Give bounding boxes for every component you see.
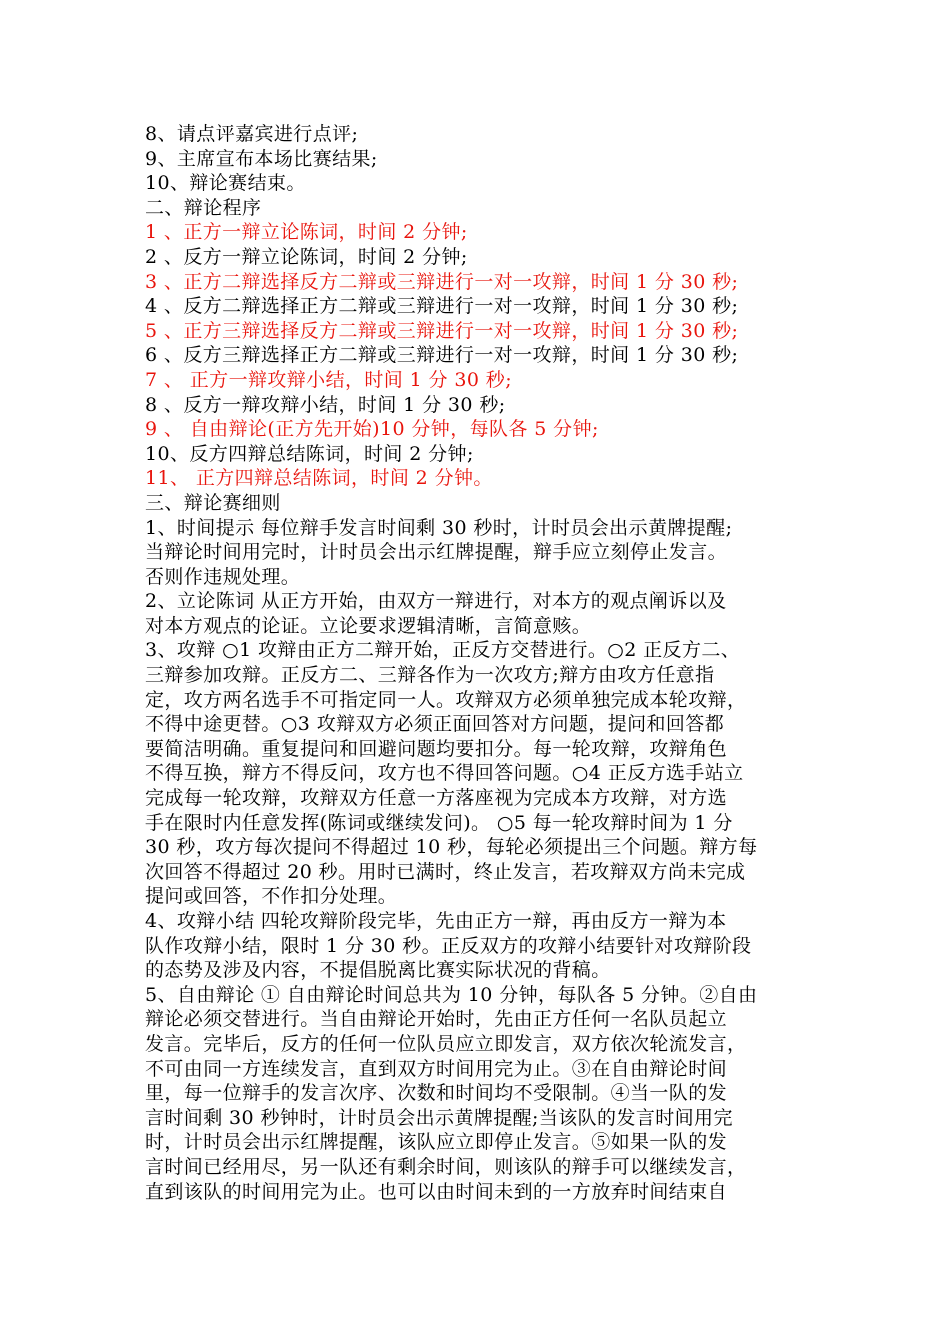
rule-paragraph [145,638,815,909]
rule-line: 时，计时员会出示红牌提醒，该队应立即停止发言。⑤如果一队的发 [145,1131,728,1154]
rule-line: 30 秒，攻方每次提问不得超过 10 秒，每轮必须提出三个问题。辩方每 [145,836,758,859]
rule-line: 当辩论时间用完时，计时员会出示红牌提醒，辩手应立刻停止发言。 [145,541,728,564]
procedure-step: 8 、反方一辩攻辩小结，时间 1 分 30 秒; [145,393,506,416]
procedure-step: 1 、正方一辩立论陈词，时间 2 分钟; [145,221,468,244]
rule-line: 否则作违规处理。 [145,565,301,588]
rule-line: 里，每一位辩手的发言次序、次数和时间均不受限制。④当一队的发 [145,1082,728,1105]
rule-paragraph [145,983,815,1204]
rule-line: 不得互换，辩方不得反问，攻方也不得回答问题。○4 正反方选手站立 [145,762,744,785]
procedure-step: 2 、反方一辩立论陈词，时间 2 分钟; [145,245,468,268]
rule-line: 4、攻辩小结 四轮攻辩阶段完毕，先由正方一辩，再由反方一辩为本 [145,910,727,932]
rule-line: 5、自由辩论 ① 自由辩论时间总共为 10 分钟，每队各 5 分钟。②自由 [145,983,758,1006]
document-body [145,122,815,1204]
rule-line: 言时间已经用尽，另一队还有剩余时间，则该队的辩手可以继续发言， [145,1155,747,1178]
rule-line: 次回答不得超过 20 秒。用时已满时，终止发言，若攻辩双方尚未完成 [145,860,746,883]
rule-line: 要简洁明确。重复提问和回避问题均要扣分。每一轮攻辩，攻辩角色 [145,737,728,760]
rule-line: 队作攻辩小结，限时 1 分 30 秒。正反双方的攻辩小结要针对攻辩阶段 [145,934,752,957]
section-heading-procedure: 二、辩论程序 [145,196,262,219]
agenda-item-10: 10、辩论赛结束。 [145,172,306,195]
rule-paragraph [145,516,815,590]
rule-line: 言时间剩 30 秒钟时，计时员会出示黄牌提醒;当该队的发言时间用完 [145,1106,733,1129]
procedure-step: 6 、反方三辩选择正方二辩或三辩进行一对一攻辩，时间 1 分 30 秒; [145,344,739,367]
procedure-step: 11、 正方四辩总结陈词，时间 2 分钟。 [145,467,493,490]
rule-paragraph [145,909,815,983]
rules-list [145,516,815,1205]
rule-line: 1、时间提示 每位辩手发言时间剩 30 秒时，计时员会出示黄牌提醒; [145,516,733,539]
procedure-step: 3 、正方二辩选择反方二辩或三辩进行一对一攻辩，时间 1 分 30 秒; [145,270,739,293]
procedure-step: 5 、正方三辩选择反方二辩或三辩进行一对一攻辩，时间 1 分 30 秒; [145,319,739,342]
rule-line: 3、攻辩 ○1 攻辩由正方二辩开始，正反方交替进行。○2 正反方二、 [145,639,741,662]
rule-line: 2、立论陈词 从正方开始，由双方一辩进行，对本方的观点阐诉以及 [145,590,727,613]
rule-line: 三辩参加攻辩。正反方二、三辩各作为一次攻方;辩方由攻方任意指 [145,664,715,687]
rule-line: 对本方观点的论证。立论要求逻辑清晰，言简意赅。 [145,614,592,637]
agenda-item-8: 8、请点评嘉宾进行点评; [145,123,359,145]
rule-line: 手在限时内任意发挥(陈词或继续发问)。 ○5 每一轮攻辩时间为 1 分 [145,811,733,834]
procedure-step: 7 、 正方一辩攻辩小结，时间 1 分 30 秒; [145,368,512,391]
rule-line: 不可由同一方连续发言，直到双方时间用完为止。③在自由辩论时间 [145,1057,728,1080]
rule-line: 的态势及涉及内容，不提倡脱离比赛实际状况的背稿。 [145,959,611,982]
section-heading-rules: 三、辩论赛细则 [145,491,281,514]
rule-line: 辩论必须交替进行。当自由辩论开始时，先由正方任何一名队员起立 [145,1008,728,1031]
agenda-list [145,122,815,196]
rule-line: 定，攻方两名选手不可指定同一人。攻辩双方必须单独完成本轮攻辩， [145,688,747,711]
procedure-step: 4 、反方二辩选择正方二辩或三辩进行一对一攻辩，时间 1 分 30 秒; [145,295,739,318]
procedure-list [145,220,815,491]
rule-line: 直到该队的时间用完为止。也可以由时间未到的一方放弃时间结束自 [145,1180,728,1203]
procedure-step: 9 、 自由辩论(正方先开始)10 分钟，每队各 5 分钟; [145,418,599,441]
procedure-step: 10、反方四辩总结陈词，时间 2 分钟; [145,442,474,465]
rule-line: 完成每一轮攻辩，攻辩双方任意一方落座视为完成本方攻辩，对方选 [145,787,728,810]
rule-line: 不得中途更替。○3 攻辩双方必须正面回答对方问题，提问和回答都 [145,713,725,736]
rule-line: 发言。完毕后，反方的任何一位队员应立即发言，双方依次轮流发言， [145,1032,747,1055]
agenda-item-9: 9、主席宣布本场比赛结果; [145,147,378,170]
rule-line: 提问或回答，不作扣分处理。 [145,885,398,908]
rule-paragraph [145,589,815,638]
